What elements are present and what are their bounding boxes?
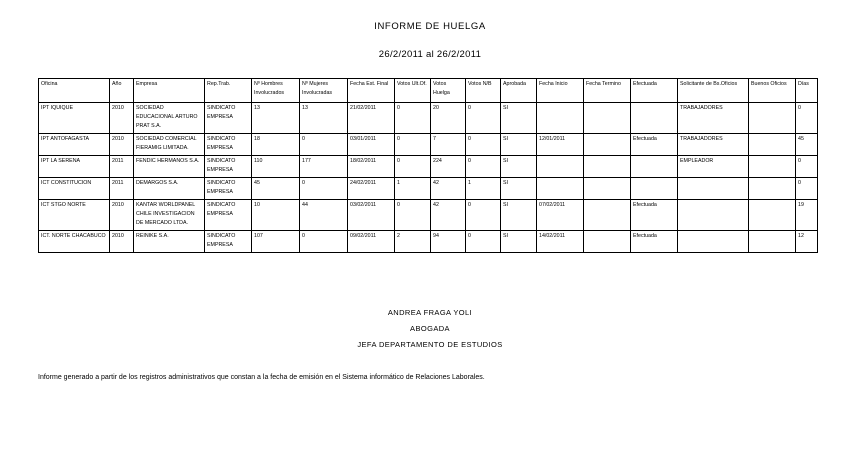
cell-votos-nb: 1 (466, 178, 501, 200)
cell-hombres: 10 (252, 200, 300, 231)
cell-fecha-est-final: 09/02/2011 (348, 231, 395, 253)
cell-fecha-inicio: 07/02/2011 (537, 200, 584, 231)
cell-fecha-termino (584, 200, 631, 231)
cell-solicitante: TRABAJADORES (678, 103, 749, 134)
header-aprobada: Aprobada (501, 79, 537, 103)
cell-rep-trab: SINDICATO EMPRESA (205, 231, 252, 253)
header-votos-ult-of: Votos Ult.Of. (395, 79, 431, 103)
cell-aprobada: SI (501, 200, 537, 231)
cell-buenos-oficios (749, 200, 796, 231)
cell-mujeres: 0 (300, 231, 348, 253)
cell-aprobada: SI (501, 231, 537, 253)
cell-mujeres: 0 (300, 178, 348, 200)
footer-note: Informe generado a partir de los registros administrativos que constan a la fecha de emisión en el Sistema informático de Relaciones Laborales. (38, 374, 485, 381)
cell-ano: 2011 (110, 178, 134, 200)
cell-rep-trab: SINDICATO EMPRESA (205, 156, 252, 178)
cell-empresa: FENDIC HERMANOS S.A. (134, 156, 205, 178)
cell-fecha-est-final: 03/02/2011 (348, 200, 395, 231)
strike-report-table (38, 78, 818, 253)
header-fecha-termino: Fecha Termino (584, 79, 631, 103)
cell-buenos-oficios (749, 156, 796, 178)
cell-dias: 19 (796, 200, 818, 231)
cell-aprobada: SI (501, 134, 537, 156)
cell-buenos-oficios (749, 178, 796, 200)
header-mujeres: Nº Mujeres Involucradas (300, 79, 348, 103)
cell-empresa: DEMARGOS S.A. (134, 178, 205, 200)
table-row (39, 156, 818, 178)
table-row (39, 134, 818, 156)
cell-rep-trab: SINDICATO EMPRESA (205, 200, 252, 231)
cell-empresa: SOCIEDAD COMERCIAL FIERAMIG LIMITADA. (134, 134, 205, 156)
cell-votos-ult-of: 0 (395, 134, 431, 156)
cell-solicitante (678, 178, 749, 200)
header-votos-nb: Votos N/B (466, 79, 501, 103)
cell-fecha-inicio: 12/01/2011 (537, 134, 584, 156)
cell-fecha-termino (584, 178, 631, 200)
cell-votos-nb: 0 (466, 103, 501, 134)
signatory-role: ABOGADA (410, 324, 450, 333)
cell-rep-trab: SINDICATO EMPRESA (205, 178, 252, 200)
cell-votos-huelga: 20 (431, 103, 466, 134)
header-ano: Año (110, 79, 134, 103)
header-oficina: Oficina (39, 79, 110, 103)
cell-efectuada (631, 103, 678, 134)
cell-mujeres: 177 (300, 156, 348, 178)
cell-efectuada: Efectuada (631, 134, 678, 156)
cell-dias: 45 (796, 134, 818, 156)
cell-fecha-termino (584, 103, 631, 134)
cell-rep-trab: SINDICATO EMPRESA (205, 134, 252, 156)
cell-dias: 0 (796, 156, 818, 178)
table-row (39, 178, 818, 200)
cell-votos-nb: 0 (466, 134, 501, 156)
cell-fecha-est-final: 21/02/2011 (348, 103, 395, 134)
cell-fecha-est-final: 24/02/2011 (348, 178, 395, 200)
cell-efectuada (631, 178, 678, 200)
cell-oficina: IPT ANTOFAGASTA (39, 134, 110, 156)
cell-empresa: SOCIEDAD EDUCACIONAL ARTURO PRAT S.A. (134, 103, 205, 134)
cell-solicitante (678, 200, 749, 231)
cell-dias: 12 (796, 231, 818, 253)
table-header-row (39, 79, 818, 103)
cell-buenos-oficios (749, 134, 796, 156)
cell-hombres: 45 (252, 178, 300, 200)
cell-ano: 2010 (110, 103, 134, 134)
table-row (39, 200, 818, 231)
cell-ano: 2010 (110, 134, 134, 156)
cell-hombres: 107 (252, 231, 300, 253)
cell-aprobada: SI (501, 156, 537, 178)
table-row (39, 103, 818, 134)
cell-solicitante (678, 231, 749, 253)
header-buenos-oficios: Buenos Oficios (749, 79, 796, 103)
signatory-department: JEFA DEPARTAMENTO DE ESTUDIOS (357, 340, 503, 349)
cell-mujeres: 13 (300, 103, 348, 134)
cell-hombres: 13 (252, 103, 300, 134)
cell-votos-ult-of: 2 (395, 231, 431, 253)
signatory-name: ANDREA FRAGA YOLI (387, 308, 473, 317)
cell-solicitante: TRABAJADORES (678, 134, 749, 156)
header-fecha-inicio: Fecha Inicio (537, 79, 584, 103)
cell-votos-nb: 0 (466, 231, 501, 253)
table-row (39, 231, 818, 253)
cell-fecha-termino (584, 231, 631, 253)
cell-votos-huelga: 94 (431, 231, 466, 253)
cell-votos-nb: 0 (466, 156, 501, 178)
cell-fecha-est-final: 18/02/2011 (348, 156, 395, 178)
header-hombres: Nº Hombres Involucrados (252, 79, 300, 103)
cell-votos-ult-of: 0 (395, 103, 431, 134)
header-rep-trab: Rep.Trab. (205, 79, 252, 103)
cell-votos-huelga: 42 (431, 178, 466, 200)
cell-fecha-est-final: 03/01/2011 (348, 134, 395, 156)
cell-rep-trab: SINDICATO EMPRESA (205, 103, 252, 134)
cell-oficina: ICT. NORTE CHACABUCO (39, 231, 110, 253)
cell-votos-huelga: 42 (431, 200, 466, 231)
cell-oficina: ICT STGO NORTE (39, 200, 110, 231)
header-dias: Días (796, 79, 818, 103)
cell-mujeres: 0 (300, 134, 348, 156)
cell-empresa: KANTAR WORLDPANEL CHILE INVESTIGACION DE MERCADO LTDA. (134, 200, 205, 231)
cell-fecha-inicio: 14/02/2011 (537, 231, 584, 253)
cell-dias: 0 (796, 103, 818, 134)
cell-empresa: REINIKE S.A. (134, 231, 205, 253)
cell-votos-huelga: 224 (431, 156, 466, 178)
header-efectuada: Efectuada (631, 79, 678, 103)
cell-oficina: IPT LA SERENA (39, 156, 110, 178)
cell-ano: 2010 (110, 231, 134, 253)
cell-buenos-oficios (749, 231, 796, 253)
cell-fecha-inicio (537, 156, 584, 178)
cell-efectuada: Efectuada (631, 200, 678, 231)
header-fecha-est-final: Fecha Est. Final (348, 79, 395, 103)
cell-fecha-termino (584, 156, 631, 178)
cell-ano: 2010 (110, 200, 134, 231)
cell-hombres: 18 (252, 134, 300, 156)
cell-fecha-termino (584, 134, 631, 156)
cell-votos-huelga: 7 (431, 134, 466, 156)
cell-solicitante: EMPLEADOR (678, 156, 749, 178)
cell-votos-ult-of: 0 (395, 200, 431, 231)
cell-aprobada: SI (501, 103, 537, 134)
header-empresa: Empresa (134, 79, 205, 103)
cell-oficina: ICT CONSTITUCION (39, 178, 110, 200)
header-votos-huelga: Votos Huelga (431, 79, 466, 103)
cell-dias: 0 (796, 178, 818, 200)
report-date-range: 26/2/2011 al 26/2/2011 (378, 49, 482, 60)
cell-mujeres: 44 (300, 200, 348, 231)
cell-votos-nb: 0 (466, 200, 501, 231)
cell-hombres: 110 (252, 156, 300, 178)
header-solicitante: Solicitante de Bs.Oficios (678, 79, 749, 103)
cell-ano: 2011 (110, 156, 134, 178)
cell-efectuada: Efectuada (631, 231, 678, 253)
cell-oficina: IPT IQUIQUE (39, 103, 110, 134)
cell-buenos-oficios (749, 103, 796, 134)
cell-votos-ult-of: 1 (395, 178, 431, 200)
cell-votos-ult-of: 0 (395, 156, 431, 178)
cell-fecha-inicio (537, 178, 584, 200)
report-title: INFORME DE HUELGA (374, 21, 486, 32)
cell-fecha-inicio (537, 103, 584, 134)
cell-efectuada (631, 156, 678, 178)
cell-aprobada: SI (501, 178, 537, 200)
